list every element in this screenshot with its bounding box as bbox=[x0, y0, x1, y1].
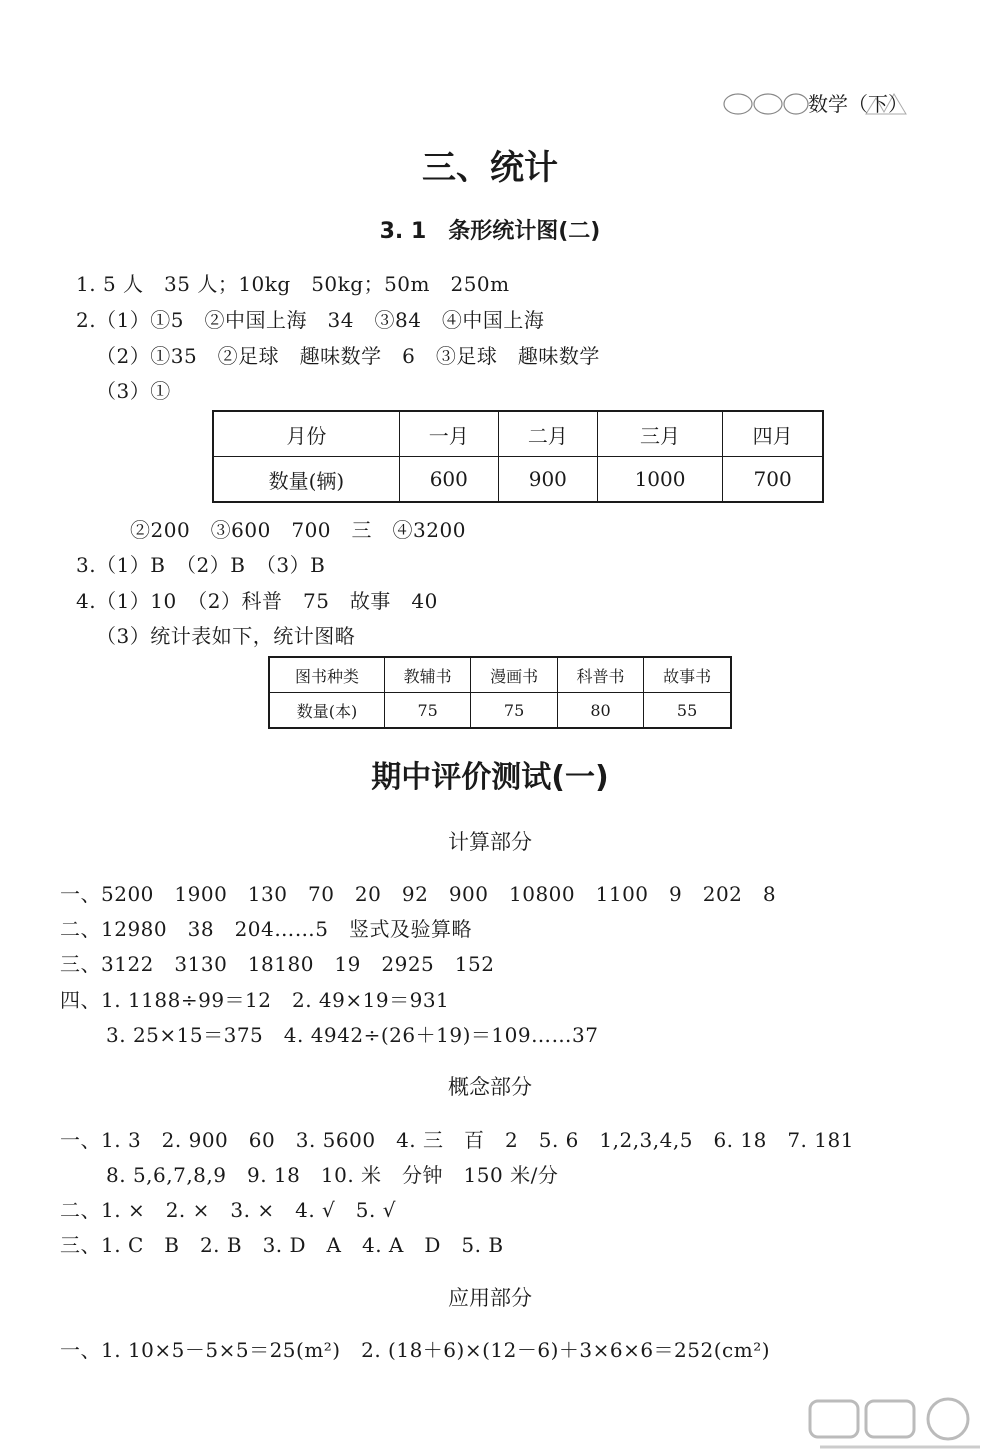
calc-line-5: 3. 25×15＝375 4. 4942÷(26＋19)＝109……37 bbox=[106, 1023, 599, 1047]
book-type-table bbox=[268, 656, 732, 729]
answer-q2-after: ②200 ③600 700 三 ④3200 bbox=[130, 518, 466, 542]
table-cell: 600 bbox=[399, 457, 498, 503]
table-cell: 75 bbox=[384, 693, 470, 729]
table-cell: 三月 bbox=[597, 411, 722, 457]
table-cell: 80 bbox=[557, 693, 643, 729]
table-cell: 故事书 bbox=[644, 657, 731, 693]
table-cell: 700 bbox=[723, 457, 823, 503]
calc-section-title: 计算部分 bbox=[448, 830, 532, 854]
answer-q2-1: 2.（1）①5 ②中国上海 34 ③84 ④中国上海 bbox=[76, 308, 545, 332]
calc-line-3: 三、3122 3130 18180 19 2925 152 bbox=[60, 952, 495, 976]
table-cell: 1000 bbox=[597, 457, 722, 503]
concept-section-title: 概念部分 bbox=[448, 1075, 532, 1099]
answer-q4-1: 4.（1）10 （2）科普 75 故事 40 bbox=[76, 589, 438, 613]
chapter-title: 三、统计 bbox=[422, 148, 558, 188]
calc-line-4: 四、1. 1188÷99＝12 2. 49×19＝931 bbox=[60, 988, 450, 1012]
table-cell: 月份 bbox=[213, 411, 399, 457]
table-cell: 55 bbox=[644, 693, 731, 729]
table-row bbox=[269, 657, 731, 693]
table-cell: 数量(本) bbox=[269, 693, 384, 729]
calc-line-1: 一、5200 1900 130 70 20 92 900 10800 1100 9 202 8 bbox=[60, 882, 777, 906]
table-cell: 漫画书 bbox=[471, 657, 557, 693]
table-cell: 二月 bbox=[498, 411, 597, 457]
header-subject: 数学（下） bbox=[808, 92, 908, 116]
table-cell: 一月 bbox=[399, 411, 498, 457]
table-row bbox=[213, 411, 823, 457]
apply-line-1: 一、1. 10×5－5×5＝25(m²) 2. (18＋6)×(12－6)＋3×6×6＝252(cm²) bbox=[60, 1338, 771, 1362]
table-cell: 教辅书 bbox=[384, 657, 470, 693]
answer-q1: 1. 5 人 35 人；10kg 50kg；50m 250m bbox=[76, 272, 510, 296]
table-cell: 75 bbox=[471, 693, 557, 729]
concept-line-1: 一、1. 3 2. 900 60 3. 5600 4. 三 百 2 5. 6 1,2,3,4,5 6. 18 7. 181 bbox=[60, 1128, 854, 1152]
concept-line-4: 三、1. C B 2. B 3. D A 4. A D 5. B bbox=[60, 1233, 504, 1257]
test-title: 期中评价测试(一) bbox=[371, 760, 609, 795]
table-cell: 900 bbox=[498, 457, 597, 503]
table-row bbox=[269, 693, 731, 729]
table-cell: 数量(辆) bbox=[213, 457, 399, 503]
answer-q2-3: （3）① bbox=[96, 379, 171, 403]
table-cell: 四月 bbox=[723, 411, 823, 457]
month-quantity-table bbox=[212, 410, 824, 503]
watermark-icon bbox=[790, 1395, 990, 1455]
table-cell: 科普书 bbox=[557, 657, 643, 693]
concept-line-3: 二、1. × 2. × 3. × 4. √ 5. √ bbox=[60, 1198, 396, 1222]
apply-section-title: 应用部分 bbox=[448, 1286, 532, 1310]
answer-q3: 3.（1）B （2）B （3）B bbox=[76, 553, 326, 577]
calc-line-2: 二、12980 38 204……5 竖式及验算略 bbox=[60, 917, 472, 941]
answer-q4-2: （3）统计表如下，统计图略 bbox=[96, 624, 356, 648]
answer-q2-2: （2）①35 ②足球 趣味数学 6 ③足球 趣味数学 bbox=[96, 344, 600, 368]
section-title: 3. 1 条形统计图(二) bbox=[379, 219, 601, 244]
concept-line-2: 8. 5,6,7,8,9 9. 18 10. 米 分钟 150 米/分 bbox=[106, 1163, 559, 1187]
table-row bbox=[213, 457, 823, 503]
table-cell: 图书种类 bbox=[269, 657, 384, 693]
